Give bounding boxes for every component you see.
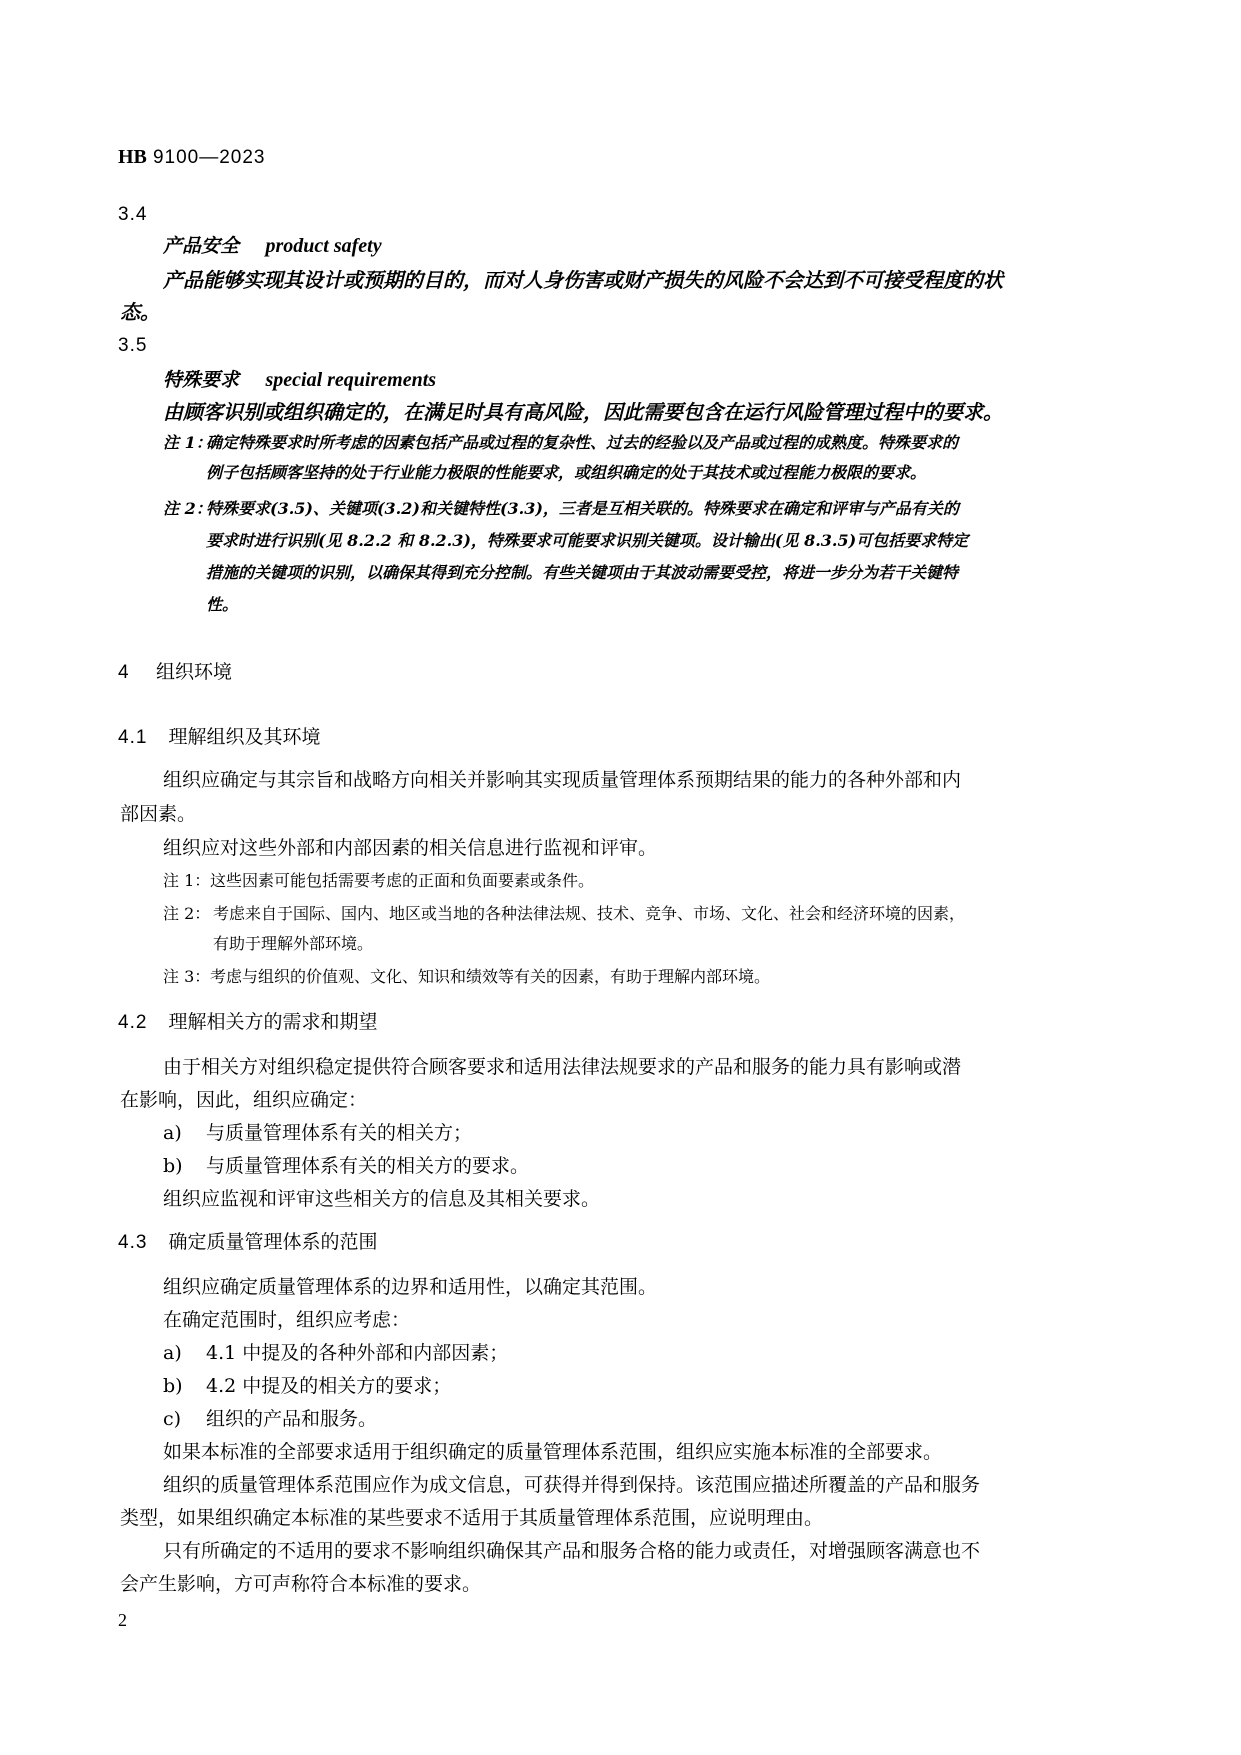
standard-number: 9100—2023 [152, 147, 266, 168]
definition-text: 态。 [120, 300, 160, 324]
note-text: 特殊要求(3.5)、关键项(3.2)和关键特性(3.3)，三者是互相关联的。特殊要求在确定和评审与产品有关的 [206, 499, 959, 518]
note-label: 注 1： [163, 871, 211, 890]
term-zh: 产品安全 [163, 235, 240, 257]
note-text: 措施的关键项的识别，以确保其得到充分控制。有些关键项由于其波动需要受控，将进一步分为若干关键特 [206, 563, 959, 582]
paragraph: 如果本标准的全部要求适用于组织确定的质量管理体系范围，组织应实施本标准的全部要求。 [163, 1441, 943, 1463]
page-number: 2 [118, 1610, 127, 1630]
definition-text: 由顾客识别或组织确定的，在满足时具有高风险，因此需要包含在运行风险管理过程中的要求。 [163, 400, 1003, 424]
list-label: b) [163, 1375, 183, 1397]
subsection-title: 理解相关方的需求和期望 [168, 1011, 378, 1033]
list-label: a) [163, 1342, 182, 1364]
paragraph: 组织应确定与其宗旨和战略方向相关并影响其实现质量管理体系预期结果的能力的各种外部和内 [163, 769, 962, 791]
note-text: 确定特殊要求时所考虑的因素包括产品或过程的复杂性、过去的经验以及产品或过程的成熟度。特殊要求的 [206, 433, 959, 452]
subsection-number: 4.3 [118, 1232, 148, 1253]
list-label: a) [163, 1122, 182, 1144]
section-number: 4 [118, 662, 130, 683]
paragraph: 组织应监视和评审这些相关方的信息及其相关要求。 [163, 1188, 601, 1210]
subsection-title: 确定质量管理体系的范围 [168, 1231, 378, 1253]
paragraph: 由于相关方对组织稳定提供符合顾客要求和适用法律法规要求的产品和服务的能力具有影响或潜 [163, 1056, 962, 1078]
section-heading [118, 660, 232, 685]
term-heading [163, 234, 382, 258]
clause-number: 3.4 [118, 204, 148, 225]
list-item: 与质量管理体系有关的相关方的要求。 [206, 1155, 530, 1177]
paragraph: 在确定范围时，组织应考虑： [163, 1309, 411, 1331]
note-text: 有助于理解外部环境。 [213, 934, 374, 953]
note-text: 考虑与组织的价值观、文化、知识和绩效等有关的因素，有助于理解内部环境。 [210, 967, 771, 986]
standard-prefix: HB [118, 146, 147, 168]
section-title: 组织环境 [155, 661, 232, 683]
term-en: special requirements [265, 369, 437, 391]
paragraph: 组织应确定质量管理体系的边界和适用性，以确定其范围。 [163, 1276, 658, 1298]
paragraph: 会产生影响，方可声称符合本标准的要求。 [120, 1573, 482, 1595]
paragraph: 组织的质量管理体系范围应作为成文信息，可获得并得到保持。该范围应描述所覆盖的产品和服务 [163, 1474, 981, 1496]
list-item: 4.1 中提及的各种外部和内部因素； [206, 1342, 509, 1364]
note-label: 注 1： [163, 433, 212, 452]
paragraph: 类型，如果组织确定本标准的某些要求不适用于其质量管理体系范围，应说明理由。 [120, 1507, 824, 1529]
note-label: 注 3： [163, 967, 211, 986]
note-text: 这些因素可能包括需要考虑的正面和负面要素或条件。 [210, 871, 595, 890]
term-zh: 特殊要求 [163, 369, 240, 391]
paragraph: 部因素。 [120, 803, 197, 825]
definition-text: 产品能够实现其设计或预期的目的，而对人身伤害或财产损失的风险不会达到不可接受程度的状 [163, 268, 1003, 292]
term-heading [163, 368, 436, 392]
subsection-heading [118, 1230, 378, 1255]
list-item: 与质量管理体系有关的相关方； [206, 1122, 473, 1144]
list-label: c) [163, 1408, 182, 1430]
subsection-number: 4.1 [118, 727, 148, 748]
subsection-title: 理解组织及其环境 [168, 726, 321, 748]
subsection-heading [118, 725, 321, 750]
list-label: b) [163, 1155, 183, 1177]
list-item: 4.2 中提及的相关方的要求； [206, 1375, 452, 1397]
standard-code-header [118, 146, 266, 169]
paragraph: 只有所确定的不适用的要求不影响组织确保其产品和服务合格的能力或责任，对增强顾客满意也不 [163, 1540, 981, 1562]
paragraph: 在影响，因此，组织应确定： [120, 1089, 368, 1111]
subsection-number: 4.2 [118, 1012, 148, 1033]
subsection-heading [118, 1010, 378, 1035]
note-text: 考虑来自于国际、国内、地区或当地的各种法律法规、技术、竞争、市场、文化、社会和经济环境的因素， [213, 904, 966, 923]
note-label: 注 2： [163, 904, 211, 923]
note-text: 要求时进行识别(见 8.2.2 和 8.2.3)，特殊要求可能要求识别关键项。设计输出(见 8.3.5)可包括要求特定 [206, 531, 969, 550]
list-item: 组织的产品和服务。 [206, 1408, 378, 1430]
note-text: 例子包括顾客坚持的处于行业能力极限的性能要求，或组织确定的处于其技术或过程能力极限的要求。 [206, 463, 927, 482]
clause-number: 3.5 [118, 335, 148, 356]
note-label: 注 2： [163, 499, 212, 518]
note-text: 性。 [206, 595, 239, 614]
term-en: product safety [265, 235, 382, 257]
paragraph: 组织应对这些外部和内部因素的相关信息进行监视和评审。 [163, 837, 658, 859]
